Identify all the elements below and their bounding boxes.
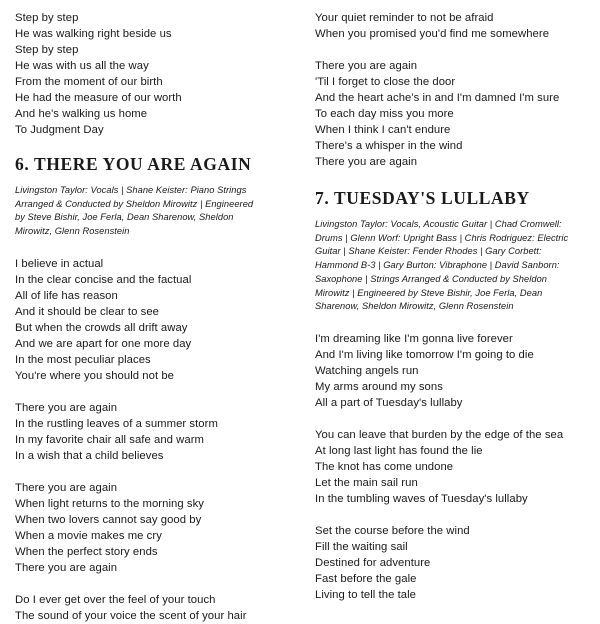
lyric-line: Let the main sail run — [315, 476, 418, 489]
lyric-line: The sound of your voice the scent of your hair — [15, 609, 247, 622]
lyric-line: In a wish that a child believes — [15, 449, 164, 462]
lyric-line: And I'm living like tomorrow I'm going to die — [315, 348, 534, 361]
stanza — [315, 10, 595, 42]
lyric-line: At long last light has found the lie — [315, 444, 483, 457]
lyric-line: Destined for adventure — [315, 556, 431, 569]
song5-ending — [15, 10, 293, 138]
lyric-line: All of life has reason — [15, 289, 118, 302]
stanza-gap — [315, 411, 595, 427]
stanza-gap — [15, 576, 293, 592]
lyric-line: 'Til I forget to close the door — [315, 76, 456, 88]
credits-line: Drums | Glenn Worf: Upright Bass | Chris Rodriguez: Electric — [315, 232, 569, 243]
lyric-line: He was with us all the way — [15, 60, 149, 72]
lyric-line: There you are again — [15, 481, 118, 494]
lyric-line: I believe in actual — [15, 257, 104, 270]
lyric-line: When light returns to the morning sky — [15, 497, 204, 510]
lyric-line: All a part of Tuesday's lullaby — [315, 396, 463, 409]
stanza — [315, 331, 595, 411]
lyric-line: To Judgment Day — [15, 124, 104, 136]
stanza-gap — [15, 464, 293, 480]
lyric-line: There you are again — [15, 561, 118, 574]
song-credits — [15, 184, 293, 239]
stanza — [315, 58, 595, 170]
lyric-line: From the moment of our birth — [15, 76, 163, 88]
credits-line: Sharenow, Sheldon Mirowitz, Glenn Rosenstein — [315, 301, 514, 312]
lyric-line: To each day miss you more — [315, 108, 454, 120]
lyric-line: When you promised you'd find me somewhere — [315, 28, 550, 40]
stanza-gap — [315, 42, 595, 58]
lyric-line: He had the measure of our worth — [15, 92, 182, 104]
credits-line: Livingston Taylor: Vocals | Shane Keister: Piano Strings — [15, 185, 247, 195]
stanza-gap — [15, 384, 293, 400]
lyric-line: You're where you should not be — [15, 369, 174, 382]
song-title: 7. TUESDAY'S LULLABY — [315, 188, 530, 208]
credits-line: Guitar | Shane Keister: Fender Rhodes | Gary Corbett: — [315, 246, 542, 257]
lyric-line: Step by step — [15, 12, 79, 24]
lyric-line: The knot has come undone — [315, 460, 454, 473]
lyric-line: In the most peculiar places — [15, 353, 151, 366]
credits-line: Mirowitz, Glenn Rosenstein — [15, 226, 130, 237]
lyric-line: When two lovers cannot say good by — [15, 513, 202, 526]
lyric-line: Your quiet reminder to not be afraid — [315, 12, 494, 24]
lyric-line: In my favorite chair all safe and warm — [15, 433, 204, 446]
credits-line: Arranged & Conducted by Sheldon Mirowitz | Engineered — [15, 198, 254, 209]
lyric-line: When I think I can't endure — [315, 124, 451, 136]
lyric-line: Step by step — [15, 44, 79, 56]
lyric-line: In the rustling leaves of a summer storm — [15, 417, 218, 430]
lyric-line: There you are again — [15, 401, 118, 414]
lyric-line: I'm dreaming like I'm gonna live forever — [315, 332, 513, 345]
lyric-line: There you are again — [315, 60, 418, 72]
stanza-gap — [315, 507, 595, 523]
lyric-line: Watching angels run — [315, 364, 419, 377]
lyric-line: You can leave that burden by the edge of the sea — [315, 428, 564, 441]
lyric-line: He was walking right beside us — [15, 28, 172, 40]
lyric-line: In the clear concise and the factual — [15, 273, 192, 286]
credits-line: Hammond B-3 | Gary Burton: Vibraphone | David Sanborn: — [315, 260, 560, 271]
stanza — [15, 400, 293, 464]
lyric-line: But when the crowds all drift away — [15, 321, 188, 334]
lyric-line: There you are again — [315, 156, 418, 168]
credits-line: Mirowitz | Engineered by Steve Bishir, Joe Ferla, Dean — [315, 287, 543, 298]
credits-line: by Steve Bishir, Joe Ferla, Dean Sharenow, Sheldon — [15, 212, 234, 223]
lyric-line: When a movie makes me cry — [15, 529, 162, 542]
lyric-line: Do I ever get over the feel of your touch — [15, 593, 216, 606]
lyric-line: Fill the waiting sail — [315, 540, 408, 553]
lyric-line: In the tumbling waves of Tuesday's lullaby — [315, 492, 528, 505]
song-credits — [315, 218, 595, 314]
lyric-line: And the heart ache's in and I'm damned I'm sure — [315, 92, 560, 104]
lyric-line: There's a whisper in the wind — [315, 140, 463, 152]
stanza — [315, 523, 595, 603]
lyric-line: My arms around my sons — [315, 380, 443, 393]
lyric-line: Set the course before the wind — [315, 524, 470, 537]
credits-line: Livingston Taylor: Vocals, Acoustic Guitar | Chad Cromwell: — [315, 219, 562, 229]
stanza — [15, 480, 293, 576]
song-title: 6. THERE YOU ARE AGAIN — [15, 154, 252, 174]
credits-line: Saxophone | Strings Arranged & Conducted by Sheldon — [315, 273, 548, 284]
stanza — [15, 256, 293, 384]
lyric-line: And he's walking us home — [15, 108, 148, 120]
lyric-line: And it should be clear to see — [15, 305, 160, 318]
lyric-line: When the perfect story ends — [15, 545, 158, 558]
lyric-line: And we are apart for one more day — [15, 337, 192, 350]
right-column — [315, 10, 595, 603]
lyric-line: Fast before the gale — [315, 572, 417, 585]
stanza — [315, 427, 595, 507]
left-column — [15, 10, 293, 624]
lyric-line: Living to tell the tale — [315, 588, 417, 601]
